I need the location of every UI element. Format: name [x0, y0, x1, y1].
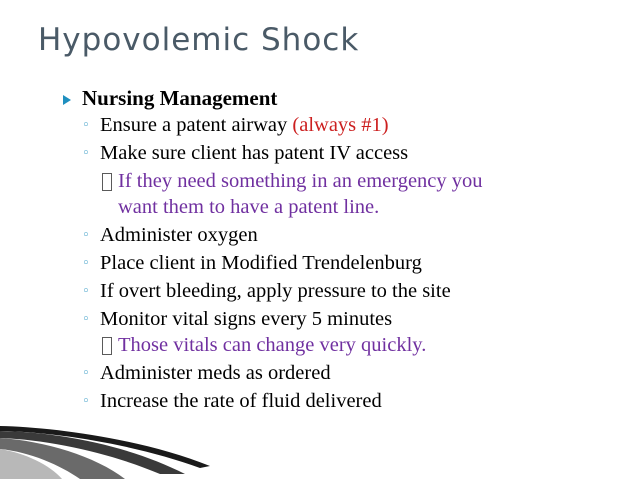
circle-bullet-icon: ◦: [82, 228, 90, 243]
circle-bullet-icon: ◦: [82, 284, 90, 299]
sub-item: Those vitals can change very quickly.: [118, 334, 427, 356]
circle-bullet-icon: ◦: [82, 256, 90, 271]
list-item: Place client in Modified Trendelenburg: [100, 252, 422, 274]
circle-bullet-icon: ◦: [82, 366, 90, 381]
circle-bullet-icon: ◦: [82, 312, 90, 327]
list-item: Increase the rate of fluid delivered: [100, 390, 382, 412]
list-item: Make sure client has patent IV access: [100, 142, 409, 164]
list-item-text: Ensure a patent airway: [100, 114, 293, 136]
circle-bullet-icon: ◦: [82, 146, 90, 161]
list-item: If overt bleeding, apply pressure to the site: [100, 280, 451, 302]
sub-item: If they need something in an emergency you: [118, 170, 483, 192]
list-item: Administer oxygen: [100, 224, 258, 246]
list-item: Monitor vital signs every 5 minutes: [100, 308, 393, 330]
slide-title: Hypovolemic Shock: [38, 22, 360, 58]
sub-item-continued: want them to have a patent line.: [118, 196, 380, 218]
circle-bullet-icon: ◦: [82, 118, 90, 133]
list-item: Administer meds as ordered: [100, 362, 331, 384]
section-heading: Nursing Management: [82, 86, 278, 110]
circle-bullet-icon: ◦: [82, 394, 90, 409]
highlight-note: (always #1): [292, 114, 389, 136]
